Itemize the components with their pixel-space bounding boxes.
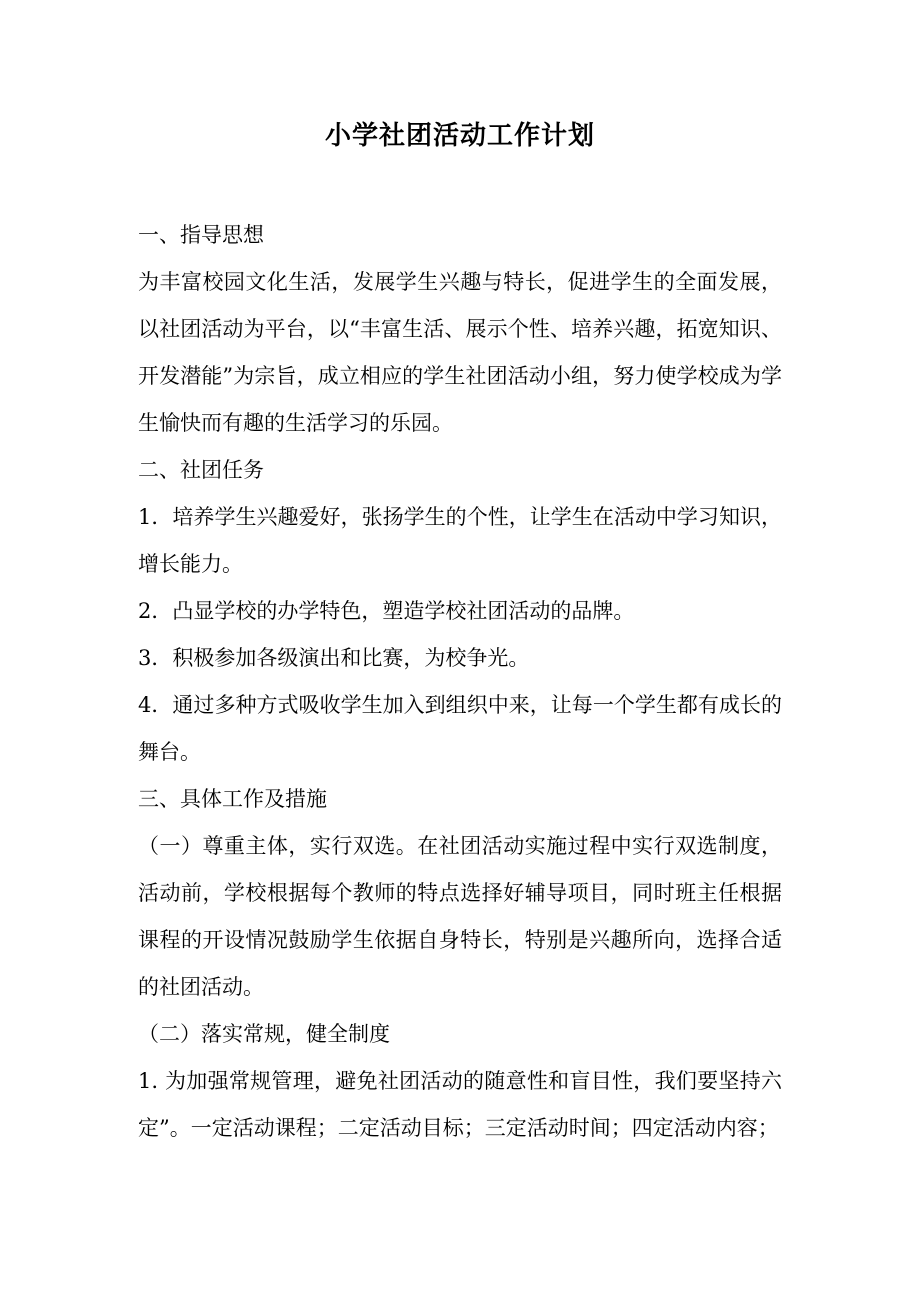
section-heading-club-tasks: 二、社团任务 <box>138 458 264 482</box>
task-item-4: 4．通过多种方式吸收学生加入到组织中来，让每一个学生都有成长的舞台。 <box>138 693 782 764</box>
section-heading-measures: 三、具体工作及措施 <box>138 787 327 811</box>
subheading-measure-2: （二）落实常规，健全制度 <box>138 1022 390 1046</box>
section-heading-guiding-ideology: 一、指导思想 <box>138 223 264 247</box>
paragraph-guiding-ideology: 为丰富校园文化生活，发展学生兴趣与特长，促进学生的全面发展，以社团活动为平台，以“丰富生活、展示个性、培养兴趣，拓宽知识、开发潜能”为宗旨，成立相应的学生社团活动小组，努力使学校成为学生愉快而有趣的生活学习的乐园。 <box>138 270 782 435</box>
document-body <box>138 212 782 1152</box>
task-item-2: 2．凸显学校的办学特色，塑造学校社团活动的品牌。 <box>138 599 635 623</box>
paragraph-measure-2-item-1: 1. 为加强常规管理，避免社团活动的随意性和盲目性，我们要坚持六定”。一定活动课程；二定活动目标；三定活动时间；四定活动内容； <box>138 1069 782 1140</box>
task-item-1: 1．培养学生兴趣爱好，张扬学生的个性，让学生在活动中学习知识，增长能力。 <box>138 505 782 576</box>
paragraph-measure-1: （一）尊重主体，实行双选。在社团活动实施过程中实行双选制度，活动前，学校根据每个教师的特点选择好辅导项目，同时班主任根据课程的开设情况鼓励学生依据自身特长，特别是兴趣所向，选择合适的社团活动。 <box>138 834 782 999</box>
document-title: 小学社团活动工作计划 <box>324 121 595 151</box>
task-item-3: 3．积极参加各级演出和比赛，为校争光。 <box>138 646 530 670</box>
